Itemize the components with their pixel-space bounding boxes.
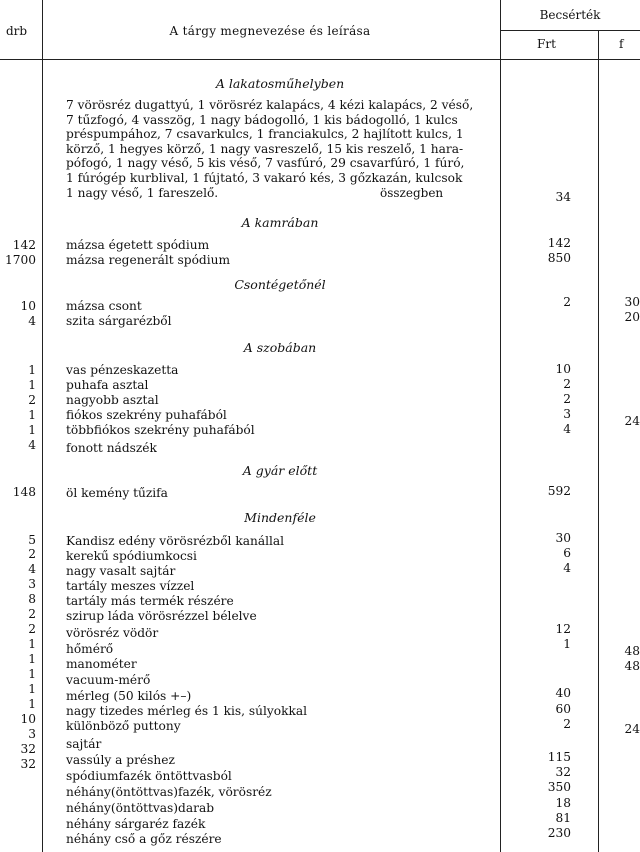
row-drb: 32 [20,757,36,771]
header-f: f [619,37,624,51]
row-drb: 3 [28,727,36,741]
row-drb: 4 [28,438,36,452]
row-description: fonott nádszék [66,441,157,455]
row-frt: 592 [547,484,571,498]
header-drb: drb [6,24,28,38]
row-description: többfiókos szekrény puhafából [66,423,255,437]
row-drb: 1 [28,682,36,696]
column-divider-description [500,0,501,852]
row-drb: 1 [28,667,36,681]
section-title: A kamrában [241,215,319,230]
row-frt: 32 [555,765,571,779]
row-frt: 2 [563,295,571,309]
row-drb: 148 [12,485,36,499]
row-drb: 10 [20,299,36,313]
row-filler: 30 [624,295,640,309]
row-frt: 60 [555,702,571,716]
row-frt: 12 [555,622,571,636]
row-filler: 24 [624,414,640,428]
row-filler: 24 [624,722,640,736]
column-divider-frt [598,30,599,852]
row-drb: 4 [28,314,36,328]
row-description: néhány cső a gőz részére [66,832,222,846]
section-title: A lakatosműhelyben [215,76,345,91]
row-frt: 3 [563,407,571,421]
row-description: mázsa égetett spódium [66,238,210,252]
section-title: Csontégetőnél [234,277,326,292]
row-drb: 1 [28,378,36,392]
row-description: sajtár [66,737,102,751]
row-description: vacuum-mérő [66,673,151,687]
row-drb: 4 [28,562,36,576]
row-frt: 30 [555,531,571,545]
row-filler: 48 [624,659,640,673]
row-frt: 1 [563,637,571,651]
summary-frt: 34 [555,190,571,204]
header-description: A tárgy megnevezése és leírása [169,24,371,38]
row-frt: 4 [563,561,571,575]
section-title: A gyár előtt [242,463,318,478]
row-description: tartály meszes vízzel [66,579,195,593]
header-frt: Frt [537,37,556,51]
column-divider-drb [42,0,43,852]
row-frt: 350 [547,780,571,794]
paragraph-line: pófogó, 1 nagy véső, 5 kis véső, 7 vasfúró, 29 csavarfúró, 1 fúró, [66,156,465,171]
summary-label: összegben [380,186,444,200]
row-description: néhány(öntöttvas)darab [66,801,215,815]
row-frt: 115 [547,750,571,764]
section-title: A szobában [243,340,317,355]
row-description: mérleg (50 kilós +–) [66,689,192,703]
row-description: szirup láda vörösrézzel bélelve [66,609,257,623]
row-description: vassúly a préshez [66,753,175,767]
row-description: Kandisz edény vörösrézből kanállal [66,534,285,548]
row-frt: 18 [555,796,571,810]
row-frt: 230 [547,826,571,840]
row-frt: 2 [563,717,571,731]
paragraph-line: 1 fúrógép kurblival, 1 fújtató, 3 vakaró kés, 3 gőzkazán, kulcsok [66,170,463,185]
row-description: nagyobb asztal [66,393,159,407]
row-drb: 1 [28,363,36,377]
row-description: néhány(öntöttvas)fazék, vörösréz [66,785,272,799]
row-drb: 2 [28,622,36,636]
paragraph-line: körző, 1 hegyes körző, 1 nagy vasreszelő, 15 kis reszelő, 1 hara- [66,141,464,156]
row-description: mázsa regenerált spódium [66,253,231,267]
row-description: fiókos szekrény puhafából [66,408,227,422]
row-description: hőmérő [66,642,114,656]
row-frt: 40 [555,686,571,700]
row-drb: 1 [28,637,36,651]
row-frt: 6 [563,546,571,560]
row-drb: 2 [28,393,36,407]
row-drb: 2 [28,547,36,561]
section-title: Mindenféle [244,510,316,525]
row-frt: 850 [547,251,571,265]
row-drb: 8 [28,592,36,606]
row-frt: 2 [563,392,571,406]
row-drb: 1700 [4,253,36,267]
row-description: tartály más termék részére [66,594,234,608]
header-subdivider [500,30,640,31]
row-drb: 5 [28,533,36,547]
section-paragraph [66,98,498,200]
row-frt: 4 [563,422,571,436]
row-description: kerekű spódiumkocsi [66,549,197,563]
row-drb: 1 [28,423,36,437]
row-description: vas pénzeskazetta [66,363,179,377]
paragraph-line: 7 tűzfogó, 4 vasszög, 1 nagy bádogolló, 1 kis bádogolló, 1 kulcs [66,112,458,127]
row-drb: 1 [28,697,36,711]
row-drb: 1 [28,408,36,422]
header-valuation: Becsérték [539,8,601,22]
row-drb: 142 [12,238,36,252]
row-frt: 142 [547,236,571,250]
row-drb: 10 [20,712,36,726]
row-frt: 2 [563,377,571,391]
row-description: nagy vasalt sajtár [66,564,176,578]
paragraph-line: 1 nagy véső, 1 fareszelő. [66,185,219,200]
row-filler: 20 [624,310,640,324]
row-drb: 32 [20,742,36,756]
row-description: öl kemény tűzifa [66,486,168,500]
row-frt: 81 [555,811,571,825]
row-description: szita sárgarézből [66,314,172,328]
header-bottom-rule [0,59,640,60]
row-description: nagy tizedes mérleg és 1 kis, súlyokkal [66,704,308,718]
row-description: különböző puttony [66,719,181,733]
row-description: spódiumfazék öntöttvasból [66,769,232,783]
row-drb: 3 [28,577,36,591]
row-description: mázsa csont [66,299,142,313]
row-drb: 1 [28,652,36,666]
row-description: puhafa asztal [66,378,149,392]
row-filler: 48 [624,644,640,658]
row-drb: 2 [28,607,36,621]
row-description: manométer [66,657,137,671]
paragraph-line: 7 vörösréz dugattyú, 1 vörösréz kalapács, 4 kézi kalapács, 2 véső, [66,98,474,112]
paragraph-line: préspumpához, 7 csavarkulcs, 1 franciakulcs, 2 hajlított kulcs, 1 [66,127,464,142]
row-description: vörösréz vödör [66,626,159,640]
row-description: néhány sárgaréz fazék [66,817,206,831]
row-frt: 10 [555,362,571,376]
